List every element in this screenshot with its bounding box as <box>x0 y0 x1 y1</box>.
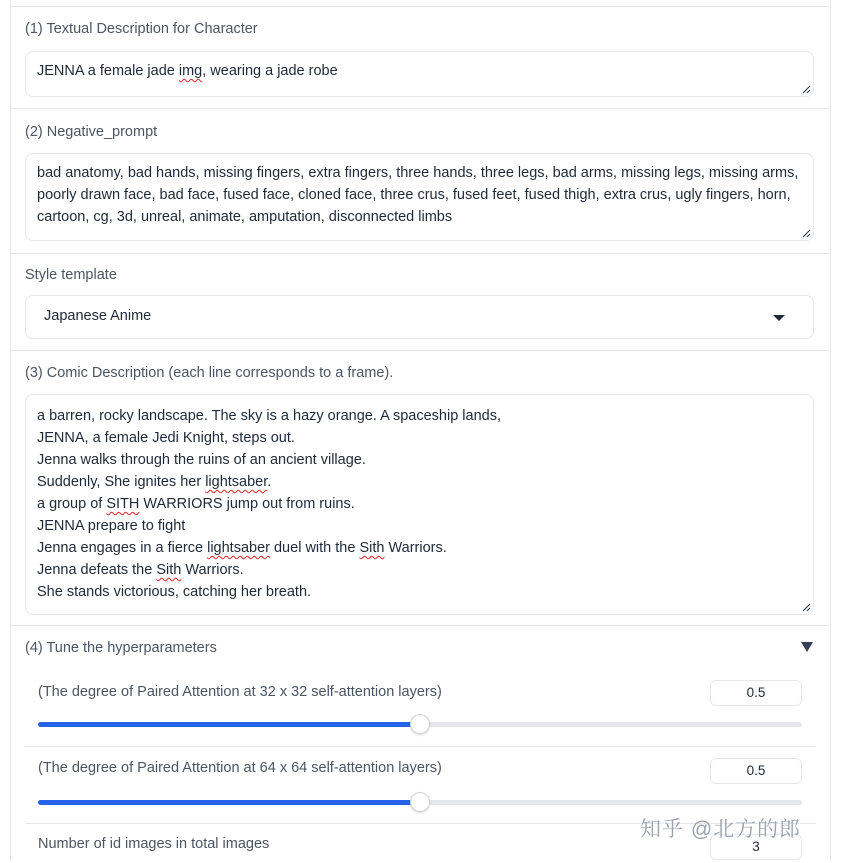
text: Jenna defeats the <box>37 562 157 578</box>
negative-label: (2) Negative_prompt <box>25 124 158 140</box>
comic-line: a barren, rocky landscape. The sky is a hazy orange. A spaceship lands, <box>37 408 501 424</box>
comic-block <box>11 350 829 625</box>
text: a group of <box>37 496 107 512</box>
triangle-down-icon[interactable] <box>801 642 813 652</box>
misspelled-word: Sith <box>359 540 385 556</box>
comic-line: JENNA prepare to fight <box>37 518 186 534</box>
slider-32-number-input[interactable]: 0.5 <box>710 680 802 706</box>
slider-64-label: (The degree of Paired Attention at 64 x 64 self-attention layers) <box>38 760 442 776</box>
misspelled-word: lightsaber <box>207 540 270 556</box>
misspelled-word: Sith <box>156 562 182 578</box>
style-dropdown[interactable] <box>25 295 814 339</box>
negative-line: bad anatomy, bad hands, missing fingers, extra fingers, three hands, three legs, bad arms, missing legs, missing arms, <box>37 165 799 181</box>
slider-32-thumb[interactable] <box>410 714 430 734</box>
resize-handle-icon[interactable] <box>801 228 811 238</box>
id-images-number-input[interactable]: 3 <box>710 834 802 860</box>
negative-line: cartoon, cg, 3d, unreal, animate, amputation, disconnected limbs <box>37 209 453 225</box>
style-label: Style template <box>25 267 117 283</box>
negative-textarea[interactable] <box>25 153 814 241</box>
slider-64-group <box>25 746 816 822</box>
slider-32-group <box>25 672 816 744</box>
text: . <box>267 474 272 490</box>
text: WARRIORS jump out from ruins. <box>139 496 355 512</box>
style-block <box>11 253 829 350</box>
slider-64-track[interactable] <box>38 800 802 805</box>
dropdown-caret-icon <box>773 315 785 321</box>
comic-line: JENNA, a female Jedi Knight, steps out. <box>37 430 295 446</box>
slider-64-fill <box>38 800 420 805</box>
slider-64-number-input[interactable]: 0.5 <box>710 758 802 784</box>
resize-handle-icon[interactable] <box>801 84 811 94</box>
text: duel with the <box>269 540 360 556</box>
comic-line <box>37 471 802 493</box>
slider-32-label: (The degree of Paired Attention at 32 x 32 self-attention layers) <box>38 684 442 700</box>
negative-line: poorly drawn face, bad face, fused face, cloned face, three crus, fused feet, fused thigh, extra crus, ugly fingers, horn, <box>37 187 791 203</box>
hyper-label: (4) Tune the hyperparameters <box>25 640 217 656</box>
character-text-part: , wearing a jade robe <box>202 63 338 79</box>
text: Jenna engages in a fierce <box>37 540 208 556</box>
misspelled-word: SITH <box>106 496 140 512</box>
slider-32-track[interactable] <box>38 722 802 727</box>
text: Warriors. <box>181 562 244 578</box>
comic-textarea[interactable] <box>25 394 814 615</box>
text: Suddenly, She ignites her <box>37 474 206 490</box>
negative-block <box>11 108 829 253</box>
comic-line: She stands victorious, catching her breath. <box>37 584 312 600</box>
character-text-misspelled: img <box>178 63 203 79</box>
text: Warriors. <box>384 540 447 556</box>
slider-64-thumb[interactable] <box>410 792 430 812</box>
character-text-part: JENNA a female jade <box>37 63 179 79</box>
resize-handle-icon[interactable] <box>801 602 811 612</box>
comic-line <box>37 493 802 515</box>
comic-line <box>37 559 802 581</box>
slider-32-fill <box>38 722 420 727</box>
misspelled-word: lightsaber <box>205 474 268 490</box>
comic-line: Jenna walks through the ruins of an ancient village. <box>37 452 366 468</box>
comic-line <box>37 537 802 559</box>
character-block <box>11 6 829 108</box>
watermark-text: 知乎 @北方的郎 <box>640 818 802 841</box>
character-textarea[interactable] <box>25 51 814 97</box>
id-images-label: Number of id images in total images <box>38 836 270 852</box>
style-selected-value: Japanese Anime <box>44 308 152 324</box>
hyper-accordion-header[interactable] <box>11 626 829 668</box>
character-label: (1) Textual Description for Character <box>25 21 258 37</box>
comic-label: (3) Comic Description (each line corresponds to a frame). <box>25 365 394 381</box>
